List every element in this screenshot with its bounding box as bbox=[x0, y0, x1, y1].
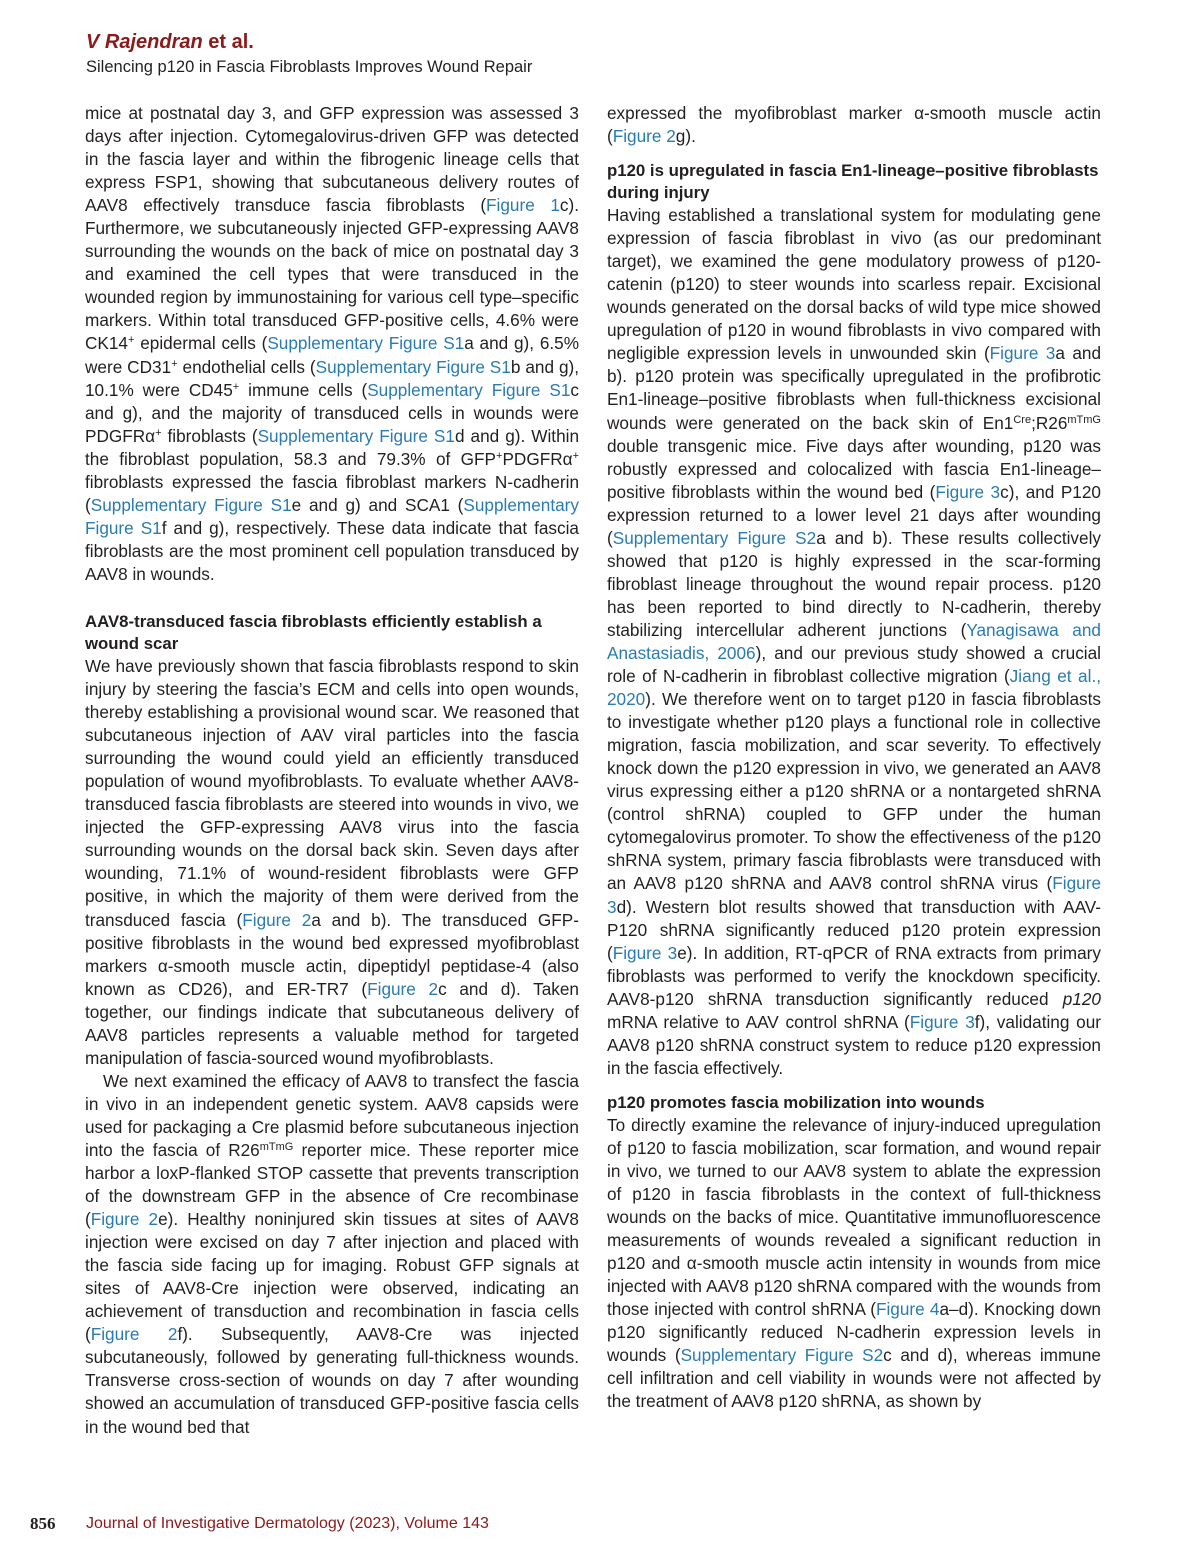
text: e). In addition, RT-qPCR of RNA extracts from primary fibroblasts was performed to verify the knockdown specificity. AAV8-p120 shRNA transduction significantly reduced bbox=[607, 942, 1101, 1009]
citation-link[interactable]: Jiang et al., 2020 bbox=[607, 666, 1101, 710]
paragraph bbox=[607, 1114, 1101, 1414]
text: To directly examine the relevance of injury-induced upregulation of p120 to fascia mobilization, scar formation, and wound repair in vivo, we turned to our AAV8 system to ablate the expression of p120 in fascia fibroblasts in the context of full-thickness wounds on the backs of mice. Quantitative immunofluorescence measurements of wounds revealed a significant reduction in p120 and α-smooth muscle actin intensity in wounds from mice injected with AAV8 p120 shRNA compared with the wounds from those injected with control shRNA ( bbox=[607, 1114, 1101, 1320]
figure-link[interactable]: Figure 1 bbox=[486, 195, 560, 216]
text: c and d), whereas immune cell infiltration and cell viability in wounds were not affected by the treatment of AAV8 p120 shRNA, as shown by bbox=[607, 1345, 1101, 1412]
text: a and b). p120 protein was specifically upregulated in the profibrotic En1-lineage–positive fibroblasts when full-thickness excisional wounds were generated on the back skin of En1 bbox=[607, 343, 1101, 433]
figure-link[interactable]: Figure 2 bbox=[90, 1209, 159, 1230]
text: fibroblasts ( bbox=[161, 425, 258, 446]
superscript: mTmG bbox=[259, 1140, 294, 1153]
superscript: + bbox=[155, 426, 162, 439]
text: d). Western blot results showed that transduction with AAV-P120 shRNA significantly reduced p120 protein expression ( bbox=[607, 896, 1101, 963]
text: mRNA relative to AAV control shRNA ( bbox=[607, 1011, 910, 1032]
text: e). Healthy noninjured skin tissues at sites of AAV8 injection were excised on day 7 after injection and placed with the fascia side facing up for imaging. Robust GFP signals at sites of AAV8-Cre injection were observed, indicating an achievement of transduction and recombination in fascia cells ( bbox=[85, 1209, 579, 1345]
journal-citation: Journal of Investigative Dermatology (2023), Volume 143 bbox=[86, 1515, 489, 1532]
right-column bbox=[607, 102, 1101, 1413]
running-title: Silencing p120 in Fascia Fibroblasts Improves Wound Repair bbox=[86, 58, 533, 76]
figure-link[interactable]: Figure 3 bbox=[607, 873, 1101, 917]
superscript: + bbox=[232, 380, 240, 393]
page-footer bbox=[30, 1514, 489, 1534]
text: a and b). The transduced GFP-positive fibroblasts in the wound bed expressed myofibroblast markers α-smooth muscle actin, dipeptidyl peptidase-4 (also known as CD26), and ER-TR7 ( bbox=[85, 909, 579, 999]
figure-link[interactable]: Supplementary Figure S2 bbox=[612, 527, 817, 548]
text: ;R26 bbox=[1031, 412, 1068, 433]
text: We have previously shown that fascia fibroblasts respond to skin injury by steering the fascia’s ECM and cells into open wounds, thereby establishing a provisional wound scar. We reasoned that subcutaneous injection of AAV viral particles into the fascia surrounding the wound could yield an efficiently transduced population of wound myofibroblasts. To evaluate whether AAV8-transduced fascia fibroblasts are steered into wounds in vivo, we injected the GFP-expressing AAV8 virus into the fascia surrounding wounds on the dorsal back skin. Seven days after wounding, 71.1% of wound-resident fibroblasts were GFP positive, in which the majority of them were derived from the transduced fascia ( bbox=[85, 655, 579, 930]
author-etal: et al. bbox=[202, 31, 254, 53]
figure-link[interactable]: Supplementary Figure S1 bbox=[267, 333, 465, 354]
section-heading: AAV8-transduced fascia fibroblasts efficiently establish a wound scar bbox=[85, 611, 542, 653]
paragraph bbox=[85, 655, 579, 1070]
superscript: mTmG bbox=[1067, 413, 1101, 426]
superscript: + bbox=[171, 357, 178, 370]
figure-link[interactable]: Figure 2 bbox=[90, 1324, 178, 1345]
superscript: + bbox=[496, 449, 503, 462]
figure-link[interactable]: Supplementary Figure S1 bbox=[367, 379, 571, 400]
text: a and g), 6.5% were CD31 bbox=[85, 333, 579, 377]
text: c and d). Taken together, our findings indicate that subcutaneous delivery of AAV8 particles represents a valuable method for targeted manipulation of fascia-sourced wound myofibroblasts. bbox=[85, 978, 579, 1068]
text: epidermal cells ( bbox=[134, 333, 268, 354]
text: We next examined the efficacy of AAV8 to transfect the fascia in vivo in an independent genetic system. AAV8 capsids were used for packaging a Cre plasmid before subcutaneous injection into the fascia of R26 bbox=[85, 1070, 579, 1160]
text: a and b). These results collectively showed that p120 is highly expressed in the scar-forming fibroblast lineage throughout the wound repair process. p120 has been reported to bind directly to N-cadherin, thereby stabilizing intercellular adherent junctions ( bbox=[607, 527, 1101, 640]
section-heading: p120 is upregulated in fascia En1-lineage–positive fibroblasts during injury bbox=[607, 161, 1099, 203]
text: expressed the myofibroblast marker α-smooth muscle actin ( bbox=[607, 103, 1101, 147]
text: b and g), 10.1% were CD45 bbox=[85, 356, 579, 400]
paragraph bbox=[85, 1070, 579, 1439]
figure-link[interactable]: Supplementary Figure S1 bbox=[85, 494, 579, 538]
text: f). Subsequently, AAV8-Cre was injected subcutaneously, followed by generating full-thickness wounds. Transverse cross-section of wounds on day 7 after wounding showed an accumulation of transduced GFP-positive fascia cells in the wound bed that bbox=[85, 1324, 579, 1437]
text: e and g) and SCA1 ( bbox=[291, 494, 464, 515]
figure-link[interactable]: Figure 2 bbox=[612, 126, 676, 147]
figure-link[interactable]: Figure 2 bbox=[242, 909, 312, 930]
author-name: V Rajendran bbox=[86, 31, 203, 53]
running-header bbox=[86, 30, 532, 78]
text: mice at postnatal day 3, and GFP expression was assessed 3 days after injection. Cytomegalovirus-driven GFP was detected in the fascia layer and within the fibrogenic lineage cells that express FSP1, showing that subcutaneous delivery routes of AAV8 effectively transduce fascia fibroblasts ( bbox=[85, 103, 579, 216]
figure-link[interactable]: Figure 2 bbox=[367, 978, 439, 999]
page-number: 856 bbox=[30, 1514, 56, 1533]
author-line bbox=[86, 30, 532, 54]
text: d and g). Within the fibroblast population, 58.3 and 79.3% of GFP bbox=[85, 425, 580, 469]
figure-link[interactable]: Supplementary Figure S1 bbox=[315, 356, 511, 377]
figure-link[interactable]: Supplementary Figure S1 bbox=[257, 425, 455, 446]
figure-link[interactable]: Figure 3 bbox=[935, 481, 1001, 502]
figure-link[interactable]: Supplementary Figure S1 bbox=[90, 494, 292, 515]
figure-link[interactable]: Figure 3 bbox=[909, 1011, 975, 1032]
text: ), and our previous study showed a crucial role of N-cadherin in fibroblast collective migration ( bbox=[607, 642, 1101, 687]
text: endothelial cells ( bbox=[177, 356, 316, 377]
text: PDGFRα bbox=[502, 448, 573, 469]
text: fibroblasts expressed the fascia fibroblast markers N-cadherin ( bbox=[85, 471, 579, 515]
text: c). Furthermore, we subcutaneously injected GFP-expressing AAV8 surrounding the wounds on the back of mice on postnatal day 3 and examined the cell types that were transduced in the wounded region by immunostaining for various cell type–specific markers. Within total transduced GFP-positive cells, 4.6% were CK14 bbox=[85, 195, 579, 354]
section-heading: p120 promotes fascia mobilization into wounds bbox=[607, 1092, 985, 1112]
text: ). We therefore went on to target p120 in fascia fibroblasts to investigate whether p120 plays a functional role in collective migration, fascia mobilization, and scar severity. To effectively knock down the p120 expression in vivo, we generated an AAV8 virus expressing either a p120 shRNA or a nontargeted shRNA (control shRNA) coupled to GFP under the human cytomegalovirus promoter. To show the effectiveness of the p120 shRNA system, primary fascia fibroblasts were transduced with an AAV8 p120 shRNA and AAV8 control shRNA virus ( bbox=[607, 689, 1101, 894]
text: a–d). Knocking down p120 significantly reduced N-cadherin expression levels in wounds ( bbox=[607, 1299, 1101, 1366]
paragraph bbox=[607, 204, 1101, 1080]
paragraph bbox=[607, 102, 1101, 148]
gene-name: p120 bbox=[1062, 988, 1101, 1009]
left-column bbox=[85, 102, 579, 1439]
figure-link[interactable]: Figure 4 bbox=[875, 1299, 940, 1320]
superscript: Cre bbox=[1013, 413, 1032, 426]
text: immune cells ( bbox=[239, 379, 368, 400]
paragraph bbox=[85, 102, 579, 586]
superscript: + bbox=[572, 449, 579, 462]
superscript: + bbox=[128, 334, 135, 347]
text: reporter mice. These reporter mice harbor a loxP-flanked STOP cassette that prevents transcription of the downstream GFP in the absence of Cre recombinase ( bbox=[85, 1139, 579, 1230]
citation-link[interactable]: Yanagisawa and Anastasiadis, 2006 bbox=[607, 619, 1101, 663]
text: f and g), respectively. These data indicate that fascia fibroblasts are the most prominent cell population transduced by AAV8 in wounds. bbox=[85, 517, 579, 584]
text: c), and P120 expression returned to a lower level 21 days after wounding ( bbox=[607, 481, 1101, 548]
figure-link[interactable]: Supplementary Figure S2 bbox=[680, 1345, 884, 1366]
text: Having established a translational system for modulating gene expression of fascia fibroblast in vivo (as our predominant target), we examined the gene modulatory prowess of p120-catenin (p120) to steer wounds into scarless repair. Excisional wounds generated on the dorsal backs of wild type mice showed upregulation of p120 in wound fibroblasts in vivo compared with negligible expression levels in unwounded skin ( bbox=[607, 205, 1101, 364]
text: double transgenic mice. Five days after wounding, p120 was robustly expressed and colocalized with fascia En1-lineage–positive fibroblasts within the wound bed ( bbox=[607, 435, 1101, 502]
figure-link[interactable]: Figure 3 bbox=[612, 942, 678, 963]
text: c and g), and the majority of transduced cells in wounds were PDGFRα bbox=[85, 379, 579, 446]
text: g). bbox=[675, 126, 696, 147]
text: f), validating our AAV8 p120 shRNA construct system to reduce p120 expression in the fascia effectively. bbox=[607, 1011, 1101, 1078]
figure-link[interactable]: Figure 3 bbox=[989, 343, 1056, 364]
